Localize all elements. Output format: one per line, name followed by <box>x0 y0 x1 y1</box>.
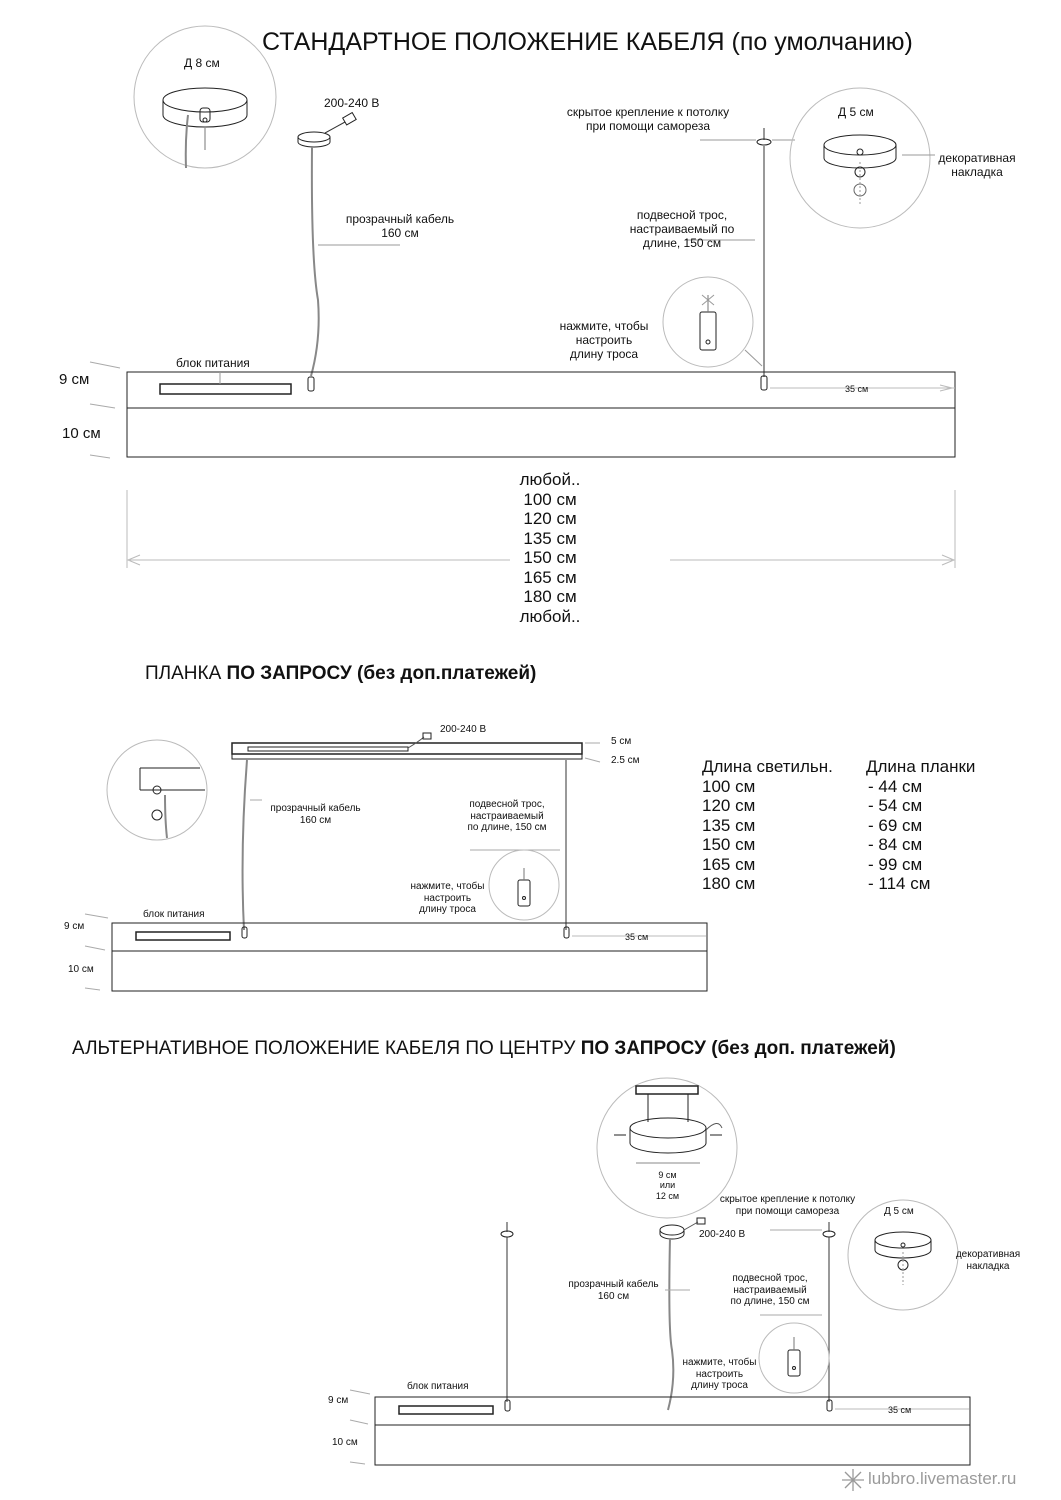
table-row: 180 см - 114 см <box>702 874 931 894</box>
center-canopy-size: 9 см или 12 см <box>655 1170 680 1201</box>
height-top-label-2: 9 см <box>64 921 85 932</box>
canopy-diameter-left: Д 8 см <box>184 56 220 70</box>
watermark-logo-icon <box>842 1469 864 1491</box>
press-label-3: нажмите, чтобы настроить длину троса <box>682 1357 757 1391</box>
psu-label-3: блок питания <box>407 1381 469 1392</box>
press-label: нажмите, чтобы настроить длину троса <box>559 319 649 361</box>
cable-label-3: прозрачный кабель 160 см <box>568 1279 659 1302</box>
press-label-2: нажмите, чтобы настроить длину троса <box>410 881 485 915</box>
lamp-body-3 <box>375 1397 970 1425</box>
mounting-bar <box>232 743 582 754</box>
psu-label: блок питания <box>176 356 250 370</box>
table-row: 100 см - 44 см <box>702 776 923 796</box>
wire-label-2: подвесной трос, настраиваемый по длине, 150 см <box>467 799 547 833</box>
height-bottom-label: 10 см <box>62 425 101 442</box>
watermark: lubbro.livemaster.ru <box>868 1469 1017 1488</box>
decor-cover-label-3: декоративная накладка <box>955 1249 1021 1272</box>
transparent-cable-2 <box>243 760 247 930</box>
offset-label-2: 35 см <box>625 932 649 942</box>
lamp-body-2 <box>112 923 707 951</box>
psu-box-2 <box>136 932 230 940</box>
section3-title: АЛЬТЕРНАТИВНОЕ ПОЛОЖЕНИЕ КАБЕЛЯ ПО ЦЕНТРУ ПО ЗАПРОСУ (без доп. платежей) <box>72 1038 896 1059</box>
transparent-cable <box>311 147 319 376</box>
height-top-label: 9 см <box>59 371 90 388</box>
table-header: Длина светильн. Длина планки <box>702 757 976 776</box>
length-options: любой.. 100 см 120 см 135 см 150 см 165 см 180 см любой.. <box>519 470 581 626</box>
canopy-left <box>298 132 330 142</box>
height-top-label-3: 9 см <box>328 1395 349 1406</box>
bar-height-2: 2.5 см <box>611 755 640 766</box>
bar-height-1: 5 см <box>611 736 632 747</box>
press-detail-circle <box>663 277 753 367</box>
press-detail-circle-3 <box>759 1323 829 1393</box>
offset-label: 35 см <box>845 384 869 394</box>
table-row: 120 см - 54 см <box>702 796 923 816</box>
offset-label-3: 35 см <box>888 1405 912 1415</box>
table-row: 135 см - 69 см <box>702 815 923 835</box>
voltage-label-3: 200-240 В <box>699 1229 746 1240</box>
center-canopy <box>660 1225 684 1235</box>
table-row: 165 см - 99 см <box>702 854 923 874</box>
lamp-body-1 <box>127 372 955 408</box>
press-detail-circle-2 <box>489 850 559 920</box>
psu-label-2: блок питания <box>143 909 205 920</box>
section1-title: СТАНДАРТНОЕ ПОЛОЖЕНИЕ КАБЕЛЯ (по умолчанию) <box>262 28 913 56</box>
cable-label-2: прозрачный кабель 160 см <box>270 803 361 826</box>
voltage-label-2: 200-240 В <box>440 724 487 735</box>
canopy-diameter-right: Д 5 см <box>838 105 874 119</box>
voltage-label: 200-240 В <box>324 96 380 110</box>
decor-cover-label: декоративная накладка <box>938 151 1016 179</box>
height-bottom-label-2: 10 см <box>68 964 94 975</box>
cable-label: прозрачный кабель 160 см <box>345 212 455 240</box>
height-bottom-label-3: 10 см <box>332 1437 358 1448</box>
wire-label-3: подвесной трос, настраиваемый по длине, 150 см <box>730 1273 810 1307</box>
length-table <box>702 757 975 894</box>
psu-box-1 <box>160 384 291 394</box>
wire-label: подвесной трос, настраиваемый по длине, 150 см <box>629 208 735 250</box>
hidden-mount-label: скрытое крепление к потолку при помощи самореза <box>566 105 730 133</box>
hidden-mount-label-3: скрытое крепление к потолку при помощи самореза <box>719 1194 856 1217</box>
psu-box-3 <box>399 1406 493 1414</box>
section2-title: ПЛАНКА ПО ЗАПРОСУ (без доп.платежей) <box>145 663 537 684</box>
canopy-diameter-right-3: Д 5 см <box>884 1206 914 1217</box>
table-row: 150 см - 84 см <box>702 835 923 855</box>
